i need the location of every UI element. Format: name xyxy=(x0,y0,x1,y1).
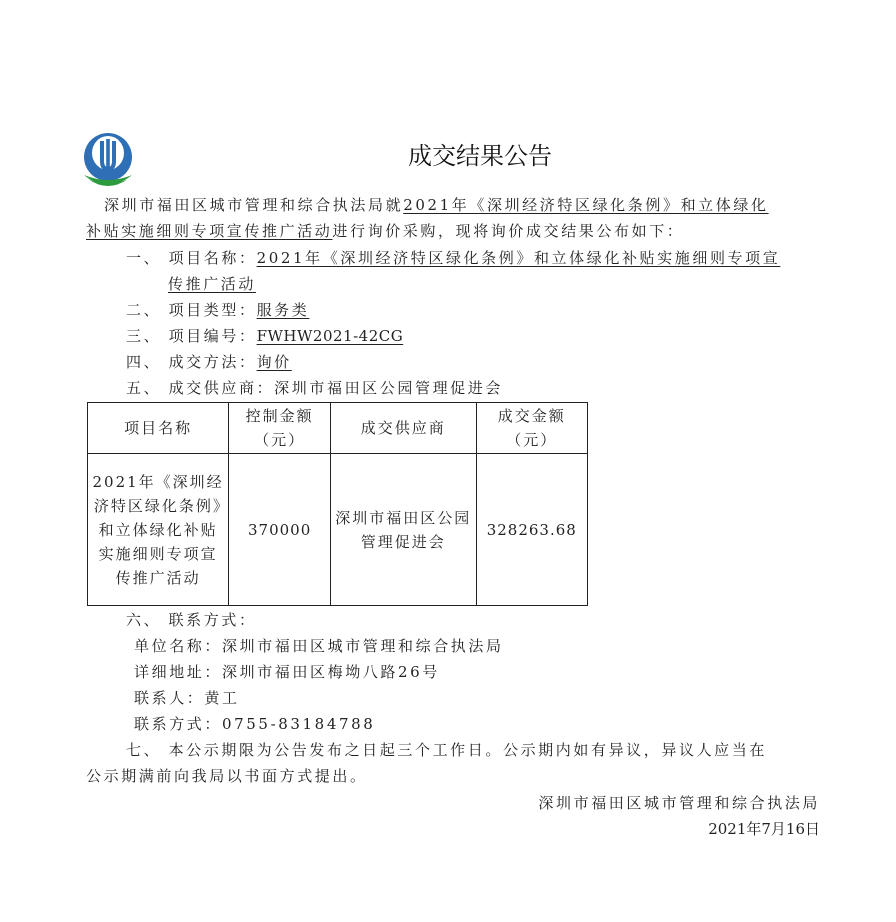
item-project-code xyxy=(126,326,403,346)
notice-line-1: 七、 本公示期限为公告发布之日起三个工作日。公示期内如有异议，异议人应当在 xyxy=(126,741,767,759)
item-project-type xyxy=(126,300,309,320)
item-project-name xyxy=(126,248,780,268)
item-value: FWHW2021-42CG xyxy=(256,327,404,345)
item-value: 服务类 xyxy=(256,301,310,319)
intro-line-1 xyxy=(104,195,769,215)
contact-person: 联系人：黄工 xyxy=(134,689,240,707)
item-value: 传推广活动 xyxy=(168,275,257,293)
footer-date: 2021年7月16日 xyxy=(708,820,820,838)
item-method xyxy=(126,352,292,372)
contact-phone: 联系方式：0755-83184788 xyxy=(134,715,376,733)
item-value: 2021年《深圳经济特区绿化条例》和立体绿化补贴实施细则专项宣 xyxy=(256,249,781,267)
table-row xyxy=(88,454,588,606)
item-value: 询价 xyxy=(256,353,292,371)
table-cell-budget: 370000 xyxy=(229,454,331,606)
item-label: 三、 项目编号： xyxy=(126,327,257,345)
notice-line-2: 公示期满前向我局以书面方式提出。 xyxy=(86,767,368,785)
table-cell-project: 2021年《深圳经济特区绿化条例》和立体绿化补贴实施细则专项宣传推广活动 xyxy=(88,454,229,606)
project-name-link: 2021年《深圳经济特区绿化条例》和立体绿化 xyxy=(403,196,769,214)
intro-text-2: 进行询价采购，现将询价成交结果公布如下： xyxy=(332,222,685,240)
item-label: 二、 项目类型： xyxy=(126,301,257,319)
table-header-cell: 成交供应商 xyxy=(331,403,476,454)
item-label: 一、 项目名称： xyxy=(126,249,257,267)
table-header-cell: 控制金额（元） xyxy=(229,403,331,454)
item-supplier: 五、 成交供应商：深圳市福田区公园管理促进会 xyxy=(126,379,503,397)
item-label: 四、 成交方法： xyxy=(126,353,257,371)
footer-org: 深圳市福田区城市管理和综合执法局 xyxy=(538,794,820,812)
contact-address: 详细地址：深圳市福田区梅坳八路26号 xyxy=(134,663,440,681)
contact-unit: 单位名称：深圳市福田区城市管理和综合执法局 xyxy=(134,637,504,655)
table-header-cell: 项目名称 xyxy=(88,403,229,454)
table-cell-supplier: 深圳市福田区公园管理促进会 xyxy=(331,454,476,606)
table-header-cell: 成交金额（元） xyxy=(476,403,587,454)
intro-text: 深圳市福田区城市管理和综合执法局就 xyxy=(104,196,404,214)
table-cell-amount: 328263.68 xyxy=(476,454,587,606)
results-table xyxy=(87,402,588,606)
contact-heading: 六、 联系方式： xyxy=(126,611,257,629)
intro-line-2 xyxy=(86,221,684,241)
project-name-link-cont: 补贴实施细则专项宣传推广活动 xyxy=(86,222,333,240)
item-project-name-cont xyxy=(168,274,256,294)
page-title: 成交结果公告 xyxy=(408,142,552,170)
table-header-row xyxy=(88,403,588,454)
